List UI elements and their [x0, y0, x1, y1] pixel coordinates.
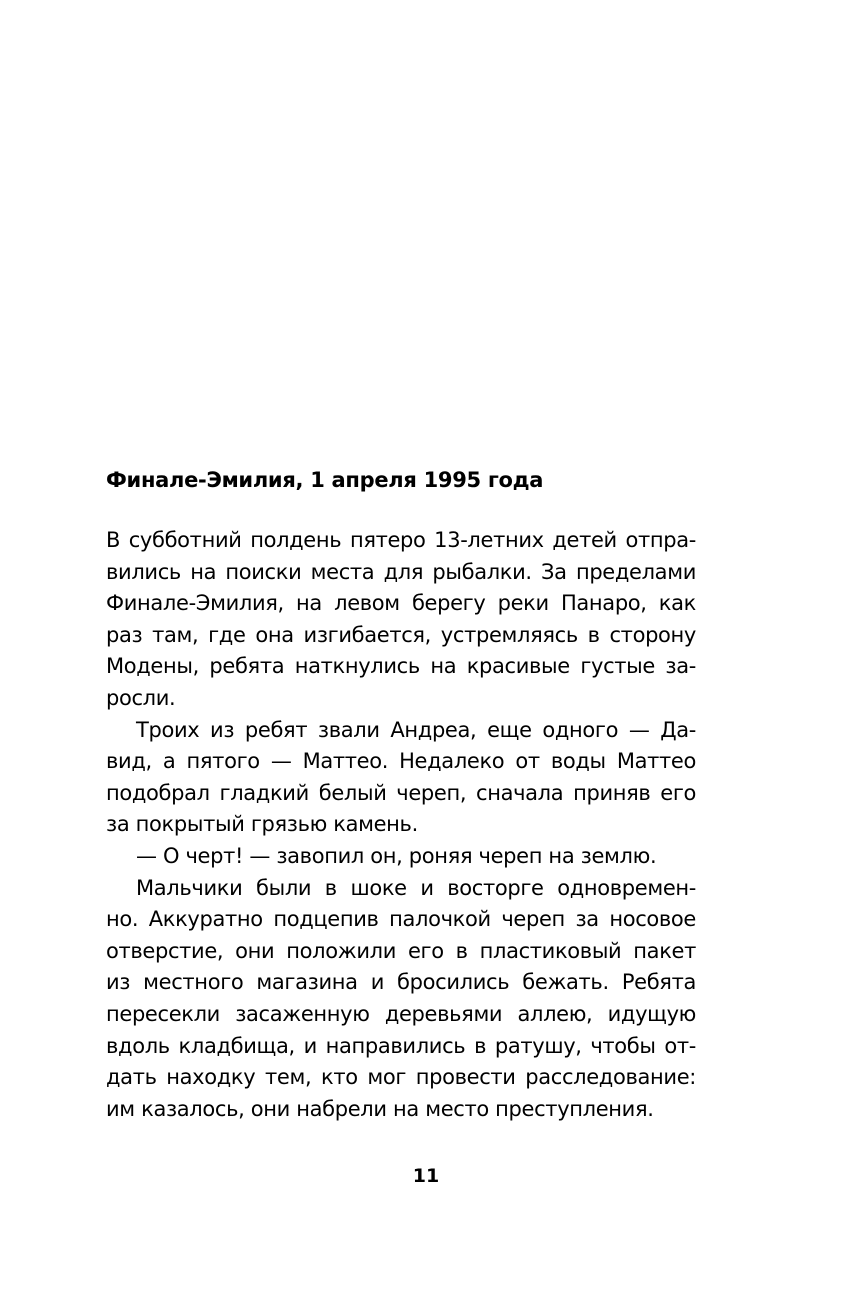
paragraph-2 — [106, 715, 696, 841]
paragraph-3 — [106, 841, 696, 873]
text-line: В субботний полдень пятеро 13-летних детей отпра- — [106, 528, 696, 552]
paragraph-4 — [106, 873, 696, 1126]
text-line: — О черт! — завопил он, роняя череп на землю. — [136, 843, 657, 868]
text-line: дать находку тем, кто мог провести расследование: — [106, 1065, 696, 1090]
text-line: вились на поиски места для рыбалки. За пределами — [106, 559, 696, 584]
text-line: пересекли засаженную деревьями аллею, идущую — [106, 1001, 696, 1026]
page-number: 11 — [412, 1165, 440, 1187]
text-line: Модены, ребята наткнулись на красивые густые за- — [106, 654, 696, 679]
text-line: но. Аккуратно подцепив палочкой череп за носовое — [106, 907, 696, 932]
text-line: Троих из ребят звали Андреа, еще одного — Да- — [136, 717, 696, 742]
paragraph-1 — [106, 525, 696, 715]
text-line: вид, а пятого — Маттео. Недалеко от воды Маттео — [106, 749, 696, 774]
body-text — [106, 525, 696, 1125]
text-line: им казалось, они набрели на место преступления. — [106, 1096, 654, 1121]
chapter-heading: Финале-Эмилия, 1 апреля 1995 года — [106, 468, 544, 492]
text-line: вдоль кладбища, и направились в ратушу, чтобы от- — [106, 1033, 696, 1058]
text-line: Мальчики были в шоке и восторге одновремен- — [136, 875, 696, 900]
text-line: отверстие, они положили его в пластиковый пакет — [106, 938, 696, 963]
text-line: подобрал гладкий белый череп, сначала приняв его — [106, 780, 696, 805]
text-line: раз там, где она изгибается, устремляясь в сторону — [106, 622, 696, 647]
text-line: за покрытый грязью камень. — [106, 812, 418, 837]
text-line: Финале-Эмилия, на левом берегу реки Панаро, как — [106, 591, 696, 616]
text-line: из местного магазина и бросились бежать. Ребята — [106, 970, 696, 995]
text-line: росли. — [106, 685, 176, 710]
